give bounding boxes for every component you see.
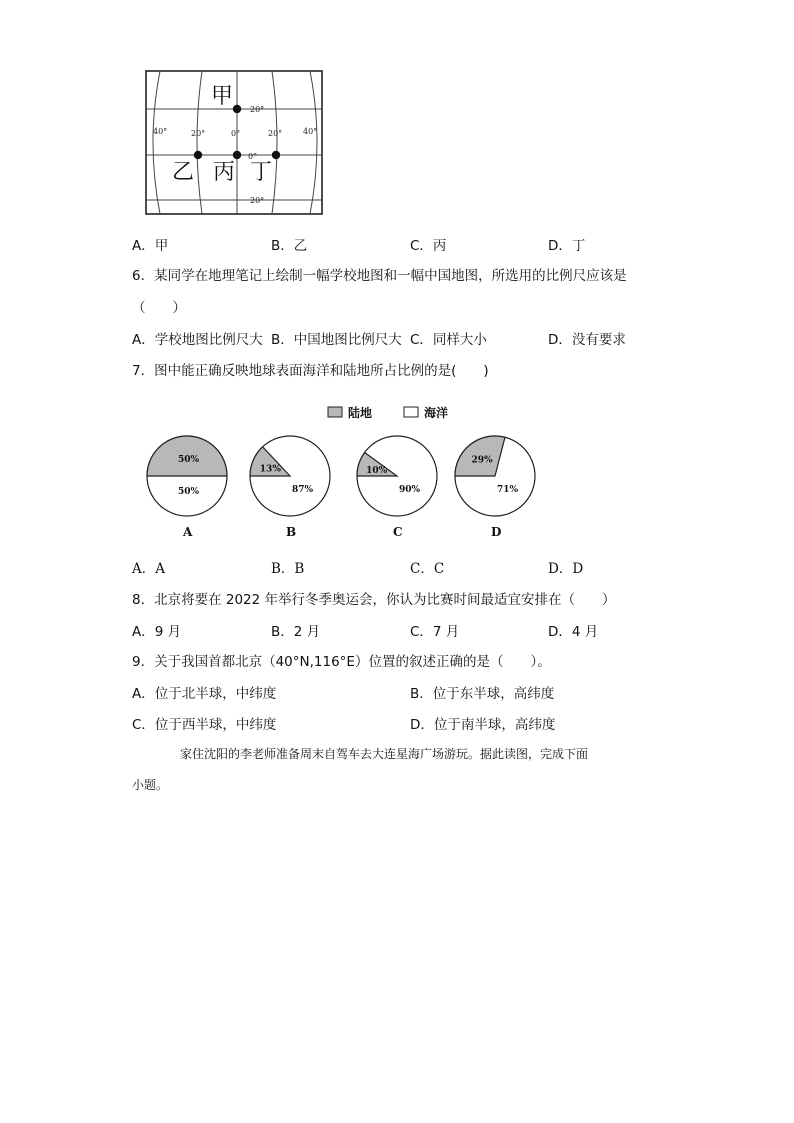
passage-line-2: 小题。 bbox=[132, 778, 169, 792]
legend-land-label: 陆地 bbox=[348, 406, 373, 420]
q9-option-b: B．位于东半球，高纬度 bbox=[410, 686, 555, 702]
q5-option-d: D．丁 bbox=[548, 238, 586, 254]
pie-C-land-label: 10% bbox=[366, 466, 388, 477]
q7-option-d: D．D bbox=[548, 561, 584, 577]
label-yi: 乙 bbox=[172, 160, 195, 185]
q7-stem: 7．图中能正确反映地球表面海洋和陆地所占比例的是( ) bbox=[132, 363, 489, 379]
label-ding: 丁 bbox=[250, 160, 273, 185]
pie-A-letter: A bbox=[183, 525, 193, 539]
q6-blank: （ ） bbox=[132, 300, 186, 316]
grid-map-figure bbox=[140, 66, 330, 218]
q6-option-b: B．中国地图比例尺大 bbox=[271, 332, 402, 348]
tick-lon-0: 0° bbox=[231, 129, 241, 138]
q5-option-a: A．甲 bbox=[132, 238, 169, 254]
q6-option-a: A．学校地图比例尺大 bbox=[132, 332, 263, 348]
tick-lat-20n: 20° bbox=[250, 105, 265, 114]
tick-lon-20w: 20° bbox=[191, 129, 206, 138]
q6-option-c: C．同样大小 bbox=[410, 332, 487, 348]
q9-option-c: C．位于西半球，中纬度 bbox=[132, 717, 277, 733]
q7-option-b: B．B bbox=[271, 561, 305, 577]
q9-stem: 9．关于我国首都北京（40°N,116°E）位置的叙述正确的是（ ）。 bbox=[132, 654, 551, 670]
q5-option-c: C．丙 bbox=[410, 238, 447, 254]
q8-option-d: D．4 月 bbox=[548, 624, 599, 640]
q7-option-c: C．C bbox=[410, 561, 445, 577]
tick-lon-40e: 40° bbox=[303, 127, 318, 136]
pie-C-ocean-label: 90% bbox=[399, 485, 421, 495]
legend-ocean-label: 海洋 bbox=[424, 406, 449, 420]
q8-option-a: A．9 月 bbox=[132, 624, 182, 640]
tick-lon-20e: 20° bbox=[268, 129, 283, 138]
tick-lat-0: 0° bbox=[248, 152, 258, 161]
pie-D-land-label: 29% bbox=[471, 455, 493, 466]
tick-lat-20s: 20° bbox=[250, 196, 265, 205]
point-jia bbox=[233, 105, 241, 113]
q7-option-a: A．A bbox=[132, 561, 165, 577]
pie-B-letter: B bbox=[286, 525, 297, 539]
q8-option-c: C．7 月 bbox=[410, 624, 460, 640]
q8-stem: 8．北京将要在 2022 年举行冬季奥运会，你认为比赛时间最适宜安排在（ ） bbox=[132, 592, 616, 608]
q9-option-d: D．位于南半球，高纬度 bbox=[410, 717, 556, 733]
pie-D-letter: D bbox=[491, 525, 502, 539]
q6-stem: 6．某同学在地理笔记上绘制一幅学校地图和一幅中国地图，所选用的比例尺应该是 bbox=[132, 268, 627, 284]
pie-D-ocean-label: 71% bbox=[497, 485, 519, 495]
point-ding bbox=[272, 151, 280, 159]
pie-A-land-label: 50% bbox=[178, 455, 200, 465]
pie-chart-figure bbox=[140, 400, 550, 540]
map-frame bbox=[146, 71, 322, 214]
label-jia: 甲 bbox=[211, 84, 234, 109]
pie-A-ocean-label: 50% bbox=[178, 487, 200, 497]
pie-B-land-label: 13% bbox=[259, 464, 281, 475]
legend-ocean-swatch bbox=[404, 407, 418, 417]
tick-lon-40w: 40° bbox=[153, 127, 168, 136]
q5-option-b: B．乙 bbox=[271, 238, 308, 254]
passage-line-1: 家住沈阳的李老师准备周末自驾车去大连星海广场游玩。据此读图，完成下面 bbox=[180, 747, 589, 761]
pie-B-ocean-label: 87% bbox=[292, 485, 314, 495]
q6-option-d: D．没有要求 bbox=[548, 332, 626, 348]
point-bing bbox=[233, 151, 241, 159]
pie-C-letter: C bbox=[393, 525, 403, 539]
q9-option-a: A．位于北半球，中纬度 bbox=[132, 686, 277, 702]
label-bing: 丙 bbox=[213, 160, 236, 185]
point-yi bbox=[194, 151, 202, 159]
q8-option-b: B．2 月 bbox=[271, 624, 321, 640]
legend-land-swatch bbox=[328, 407, 342, 417]
